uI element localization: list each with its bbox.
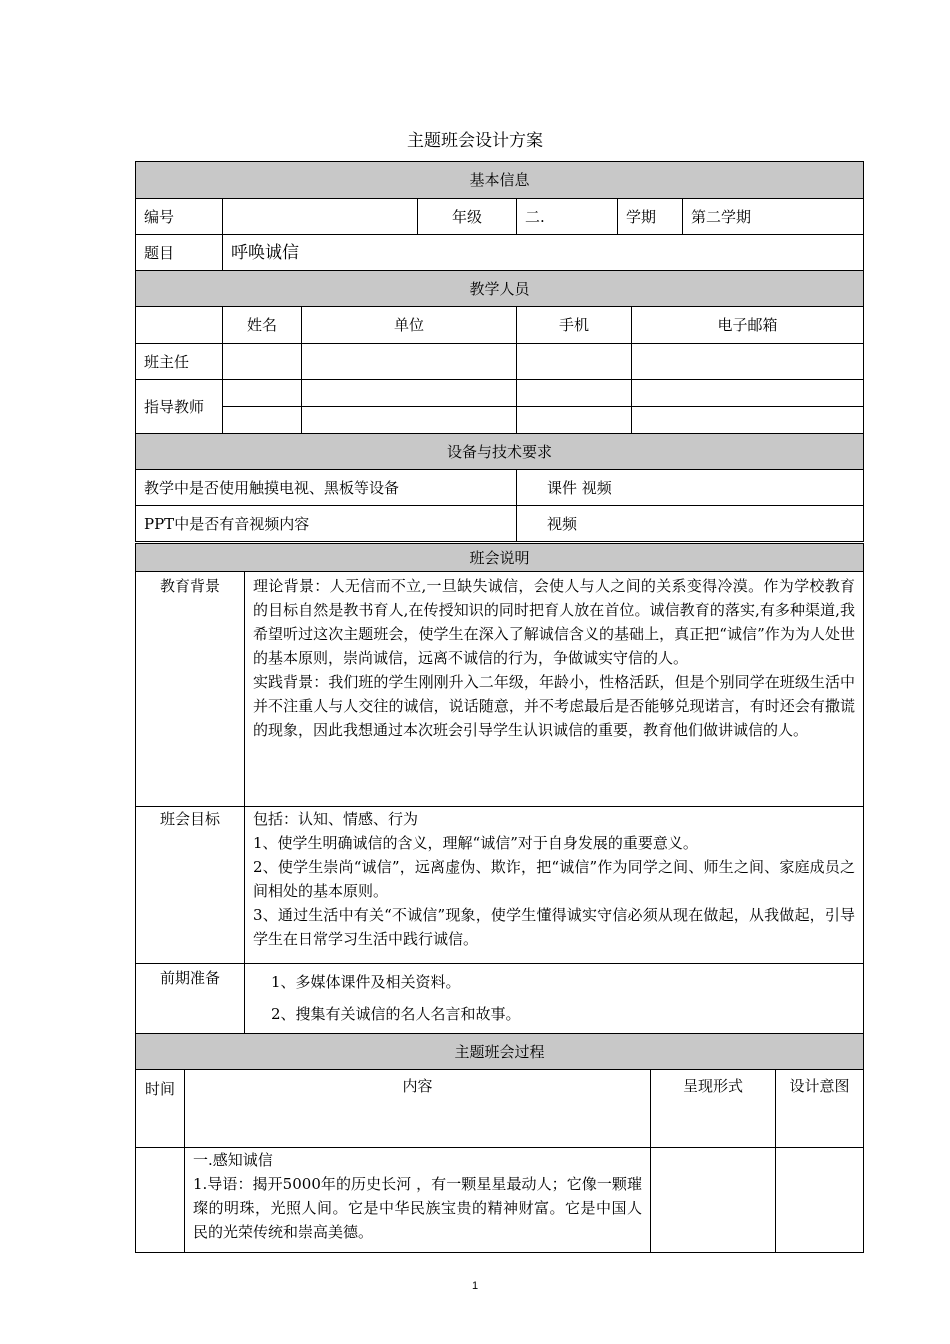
prep-line-1: 1、多媒体课件及相关资料。 xyxy=(271,973,461,991)
basic-info-header: 基本信息 xyxy=(136,162,864,199)
col-content: 内容 xyxy=(185,1070,651,1148)
staff-col-unit: 单位 xyxy=(302,307,517,344)
process-header: 主题班会过程 xyxy=(136,1034,864,1070)
prep-line-2: 2、搜集有关诚信的名人名言和故事。 xyxy=(271,1005,521,1023)
goal-line-3: 2、使学生崇尚“诚信”，远离虚伪、欺诈，把“诚信”作为同学之间、师生之间、家庭成员之间相处的基本原则。 xyxy=(253,858,856,900)
plan-table-process xyxy=(135,1033,864,1253)
prep-label: 前期准备 xyxy=(136,964,245,1034)
topic-value: 呼唤诚信 xyxy=(223,235,864,271)
plan-table-description xyxy=(135,543,864,1034)
number-value xyxy=(223,199,418,235)
goal-line-1: 包括：认知、情感、行为 xyxy=(253,810,419,828)
staff-col-phone: 手机 xyxy=(517,307,632,344)
equipment-q1: 教学中是否使用触摸电视、黑板等设备 xyxy=(136,470,517,506)
goal-line-4: 3、通过生活中有关“不诚信”现象，使学生懂得诚实守信必须从现在做起，从我做起，引导学生在日常学习生活中践行诚信。 xyxy=(253,906,856,948)
grade-label: 年级 xyxy=(418,199,517,235)
page-title: 主题班会设计方案 xyxy=(407,131,543,151)
equipment-header: 设备与技术要求 xyxy=(136,434,864,470)
section1-title: 一.感知诚信 xyxy=(193,1151,273,1169)
term-value: 第二学期 xyxy=(683,199,864,235)
goal-line-2: 1、使学生明确诚信的含义，理解“诚信”对于自身发展的重要意义。 xyxy=(253,834,698,852)
background-label: 教育背景 xyxy=(136,572,245,807)
section1-text: 1.导语：揭开5000年的历史长河 ，有一颗星星最动人；它像一颗璀璨的明珠，光照人间。它是中华民族宝贵的精神财富。它是中国人民的光荣传统和崇高美德。 xyxy=(193,1175,642,1241)
equipment-a2: 视频 xyxy=(517,506,864,542)
equipment-q2: PPT中是否有音视频内容 xyxy=(136,506,517,542)
description-header: 班会说明 xyxy=(136,544,864,572)
col-intent: 设计意图 xyxy=(776,1070,864,1148)
staff-row-head-teacher: 班主任 xyxy=(136,344,223,380)
staff-header: 教学人员 xyxy=(136,271,864,307)
number-label: 编号 xyxy=(136,199,223,235)
equipment-a1: 课件 视频 xyxy=(517,470,864,506)
background-practice: 实践背景：我们班的学生刚刚升入二年级，年龄小，性格活跃，但是个别同学在班级生活中并不注重人与人交往的诚信，说话随意，并不考虑最后是否能够兑现诺言，有时还会有撒谎的现象，因此我想通过本次班会引导学生认识诚信的重要，教育他们做讲诚信的人。 xyxy=(253,673,856,739)
staff-row-advisor: 指导教师 xyxy=(136,380,223,434)
background-theory: 理论背景：人无信而不立,一旦缺失诚信，会使人与人之间的关系变得冷漠。作为学校教育的目标自然是教书育人,在传授知识的同时把育人放在首位。诚信教育的落实,有多种渠道,我希望听过这次主题班会，使学生在深入了解诚信含义的基础上，真正把“诚信”作为为人处世的基本原则，崇尚诚信，远离不诚信的行为，争做诚实守信的人。 xyxy=(253,577,856,667)
page-number: 1 xyxy=(471,1280,479,1292)
grade-value: 二. xyxy=(517,199,618,235)
col-time: 时间 xyxy=(136,1070,185,1148)
topic-label: 题目 xyxy=(136,235,223,271)
plan-table-top xyxy=(135,161,864,542)
staff-col-email: 电子邮箱 xyxy=(632,307,864,344)
term-label: 学期 xyxy=(618,199,683,235)
col-form: 呈现形式 xyxy=(651,1070,776,1148)
staff-col-name: 姓名 xyxy=(223,307,302,344)
goal-label: 班会目标 xyxy=(136,807,245,964)
